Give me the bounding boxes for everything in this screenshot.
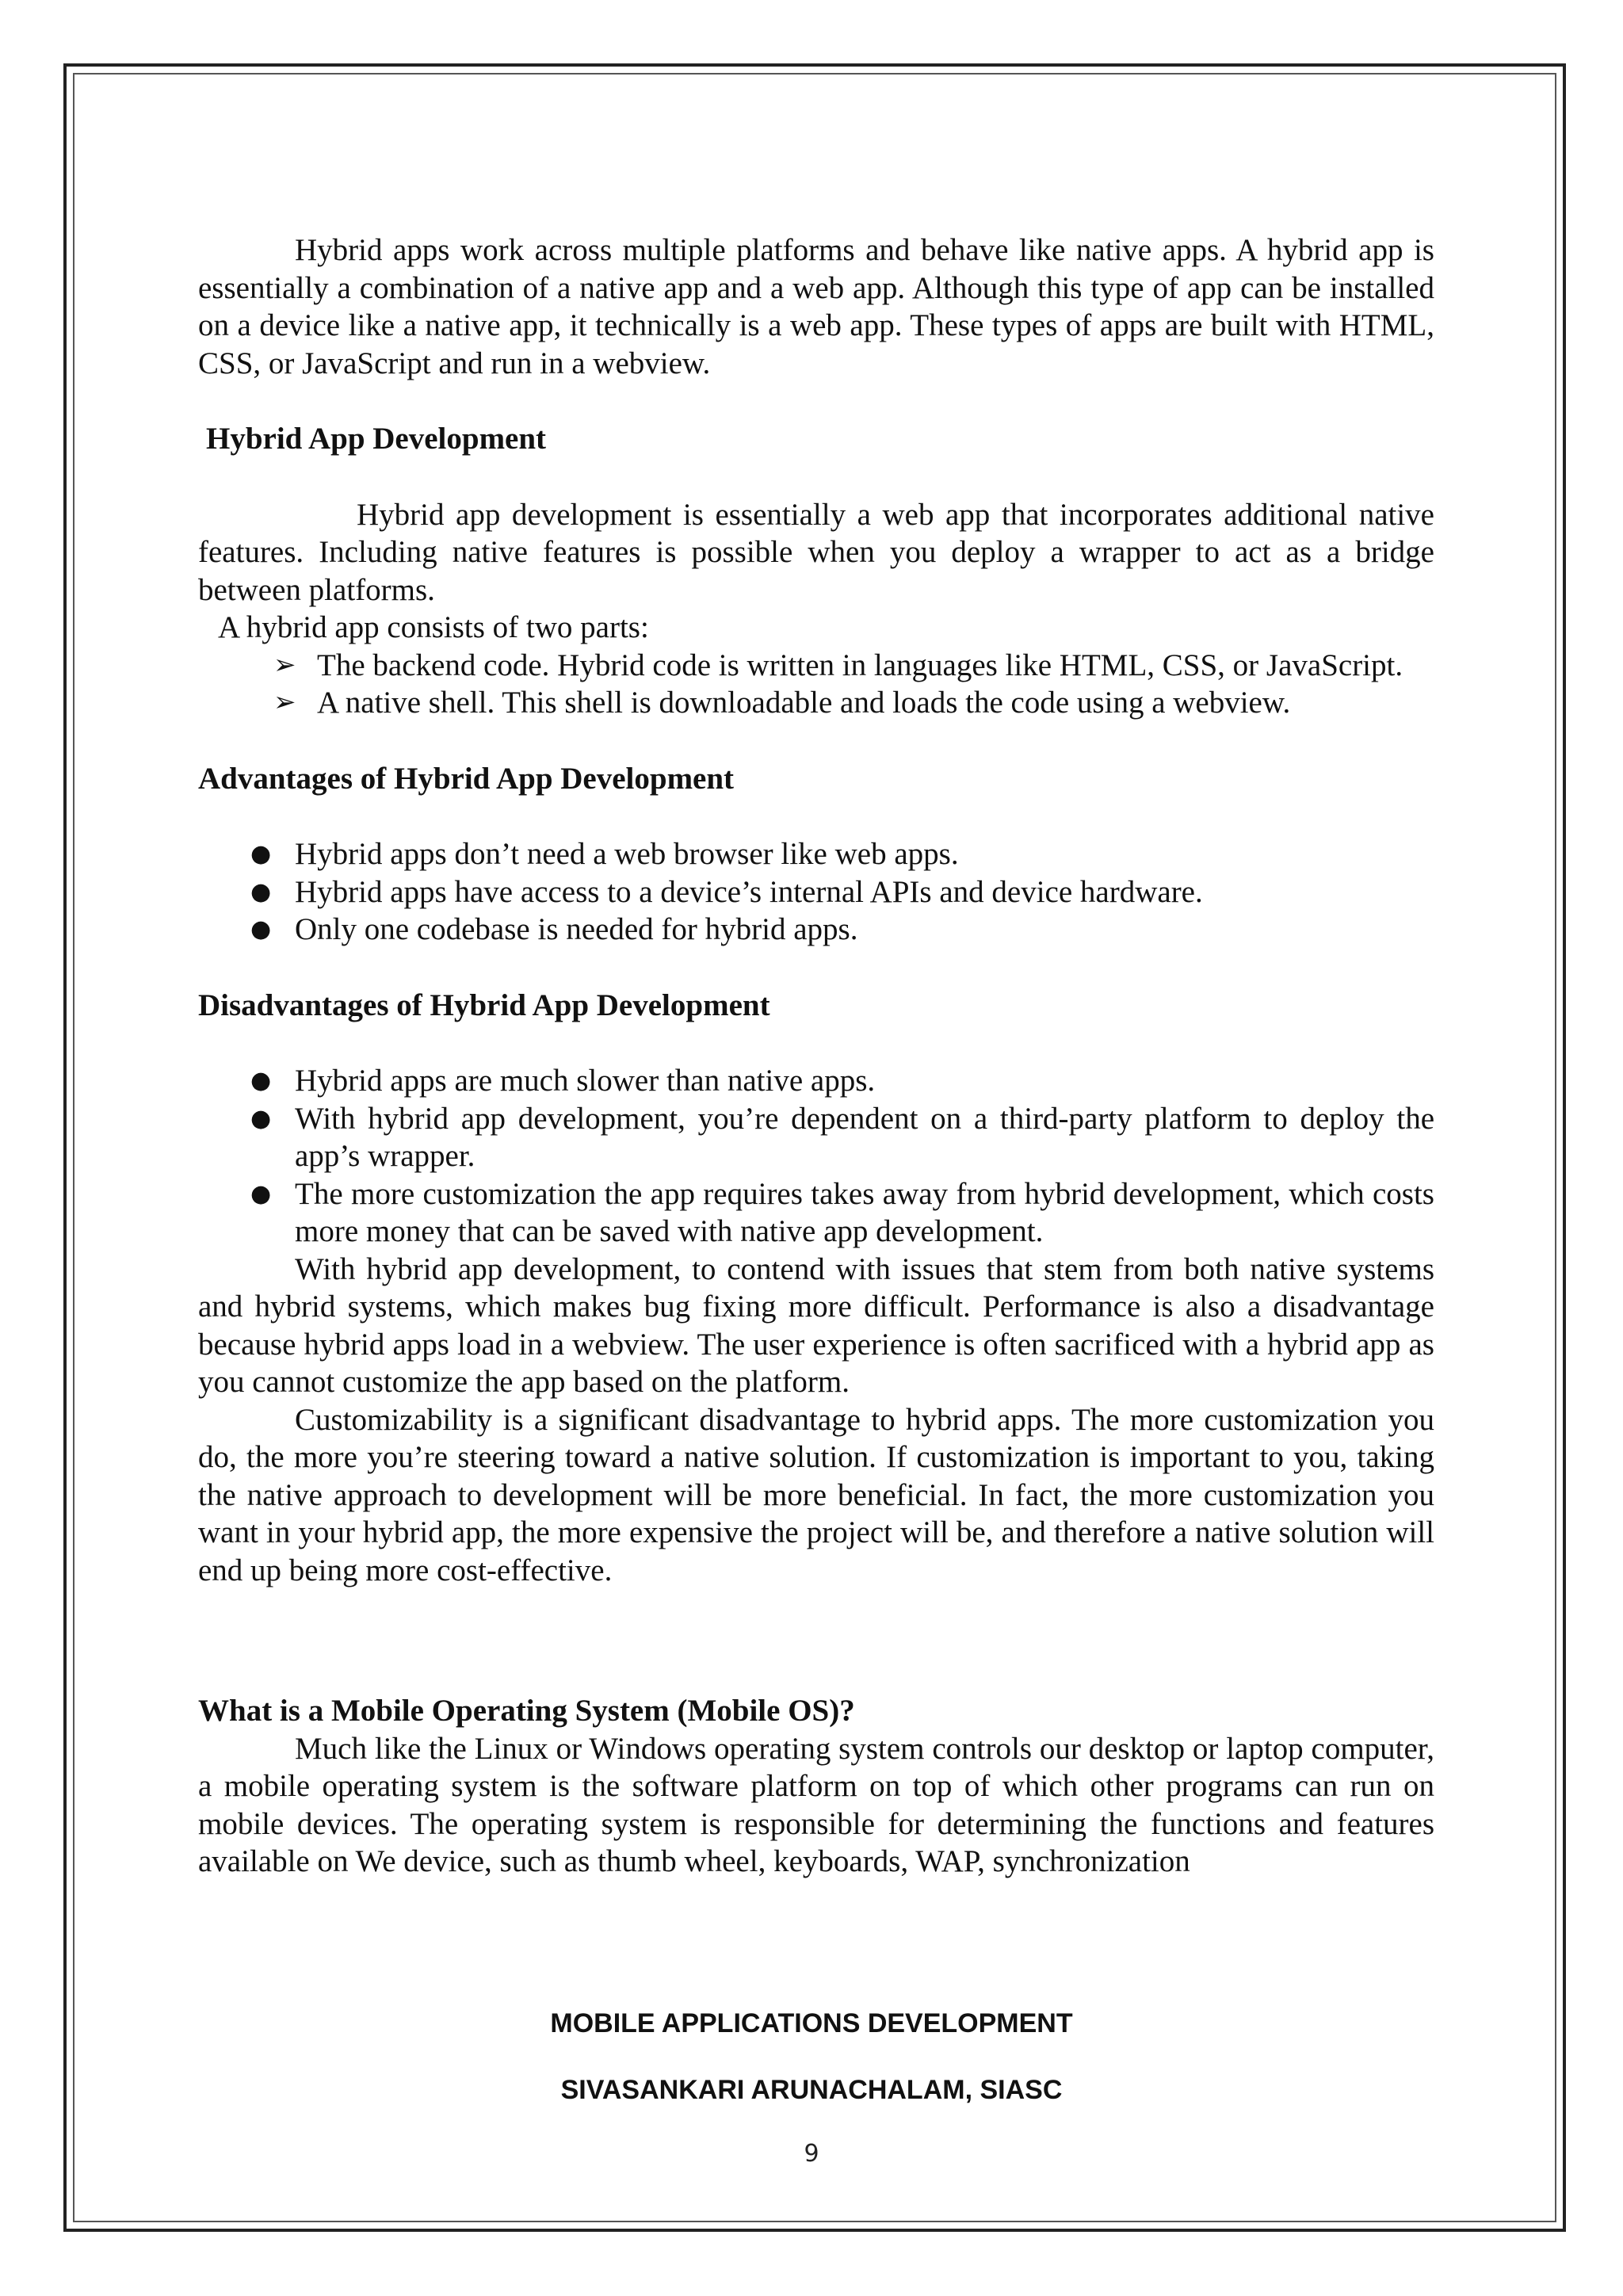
- list-item: ● Hybrid apps don’t need a web browser like web apps.: [198, 835, 1434, 873]
- list-item: ➢ The backend code. Hybrid code is written in languages like HTML, CSS, or JavaScript.: [198, 647, 1434, 685]
- page-content: [198, 231, 1434, 1881]
- list-item: ● Hybrid apps are much slower than native apps.: [198, 1062, 1434, 1100]
- list-item: ● Hybrid apps have access to a device’s internal APIs and device hardware.: [198, 873, 1434, 911]
- heading-mobile-os: What is a Mobile Operating System (Mobile OS)?: [198, 1694, 855, 1728]
- mobile-os-paragraph: Much like the Linux or Windows operating system controls our desktop or laptop computer, a mobile operating system is the software platform on top of which other programs can run on mobile devices. The operating system is responsible for determining the functions and features available on We device, such as thumb wheel, keyboards, WAP, synchronization: [198, 1731, 1434, 1878]
- bullet-icon: ●: [250, 1179, 272, 1208]
- bullet-icon: ●: [250, 915, 272, 943]
- list-item: ● With hybrid app development, you’re dependent on a third-party platform to deploy the app’s wrapper.: [250, 1101, 1434, 1173]
- arrow-bullet-icon: ➢: [273, 686, 296, 718]
- hybrid-dev-paragraph: Hybrid app development is essentially a web app that incorporates additional native features. Including native features is possible when you deploy a wrapper to act as a bridge between platforms.: [198, 497, 1434, 607]
- advantages-list: [198, 835, 1434, 949]
- bullet-icon: ●: [250, 1104, 272, 1133]
- page-number: 9: [804, 2140, 819, 2168]
- bullet-icon: ●: [250, 840, 272, 868]
- arrow-bullet-icon: ➢: [273, 648, 296, 681]
- footer-author: SIVASANKARI ARUNACHALAM, SIASC: [560, 2075, 1063, 2105]
- disadvantages-paragraph-1: With hybrid app development, to contend with issues that stem from both native systems and hybrid systems, which makes bug fixing more difficult. Performance is also a disadvantage because hybrid apps load in a webview. The user experience is often sacrificed with a hybrid app as you cannot customize the app based on the platform.: [198, 1251, 1434, 1399]
- hybrid-parts-lead: A hybrid app consists of two parts:: [218, 610, 649, 644]
- heading-hybrid-app-development: Hybrid App Development: [206, 422, 547, 456]
- list-item: ● Only one codebase is needed for hybrid apps.: [198, 911, 1434, 949]
- disadvantages-list: [198, 1062, 1434, 1251]
- list-item: ➢ A native shell. This shell is downloadable and loads the code using a webview.: [198, 684, 1434, 722]
- bullet-icon: ●: [250, 1067, 272, 1095]
- heading-advantages: Advantages of Hybrid App Development: [198, 761, 735, 796]
- bullet-icon: ●: [250, 877, 272, 906]
- intro-paragraph: Hybrid apps work across multiple platforms and behave like native apps. A hybrid app is essentially a combination of a native app and a web app. Although this type of app can be installed on a device like a native app, it technically is a web app. These types of apps are built with HTML, CSS, or JavaScript and run in a webview.: [198, 233, 1434, 380]
- disadvantages-paragraph-2: Customizability is a significant disadvantage to hybrid apps. The more customization you do, the more you’re steering toward a native solution. If customization is important to you, taking the native approach to development will be more beneficial. In fact, the more customization you want in your hybrid app, the more expensive the project will be, and therefore a native solution will end up being more cost-effective.: [198, 1402, 1434, 1587]
- list-item: ● The more customization the app requires takes away from hybrid development, which costs more money that can be saved with native app development.: [250, 1176, 1434, 1248]
- footer-course-title: MOBILE APPLICATIONS DEVELOPMENT: [550, 2008, 1073, 2038]
- hybrid-parts-list: [198, 647, 1434, 722]
- heading-disadvantages: Disadvantages of Hybrid App Development: [198, 988, 770, 1022]
